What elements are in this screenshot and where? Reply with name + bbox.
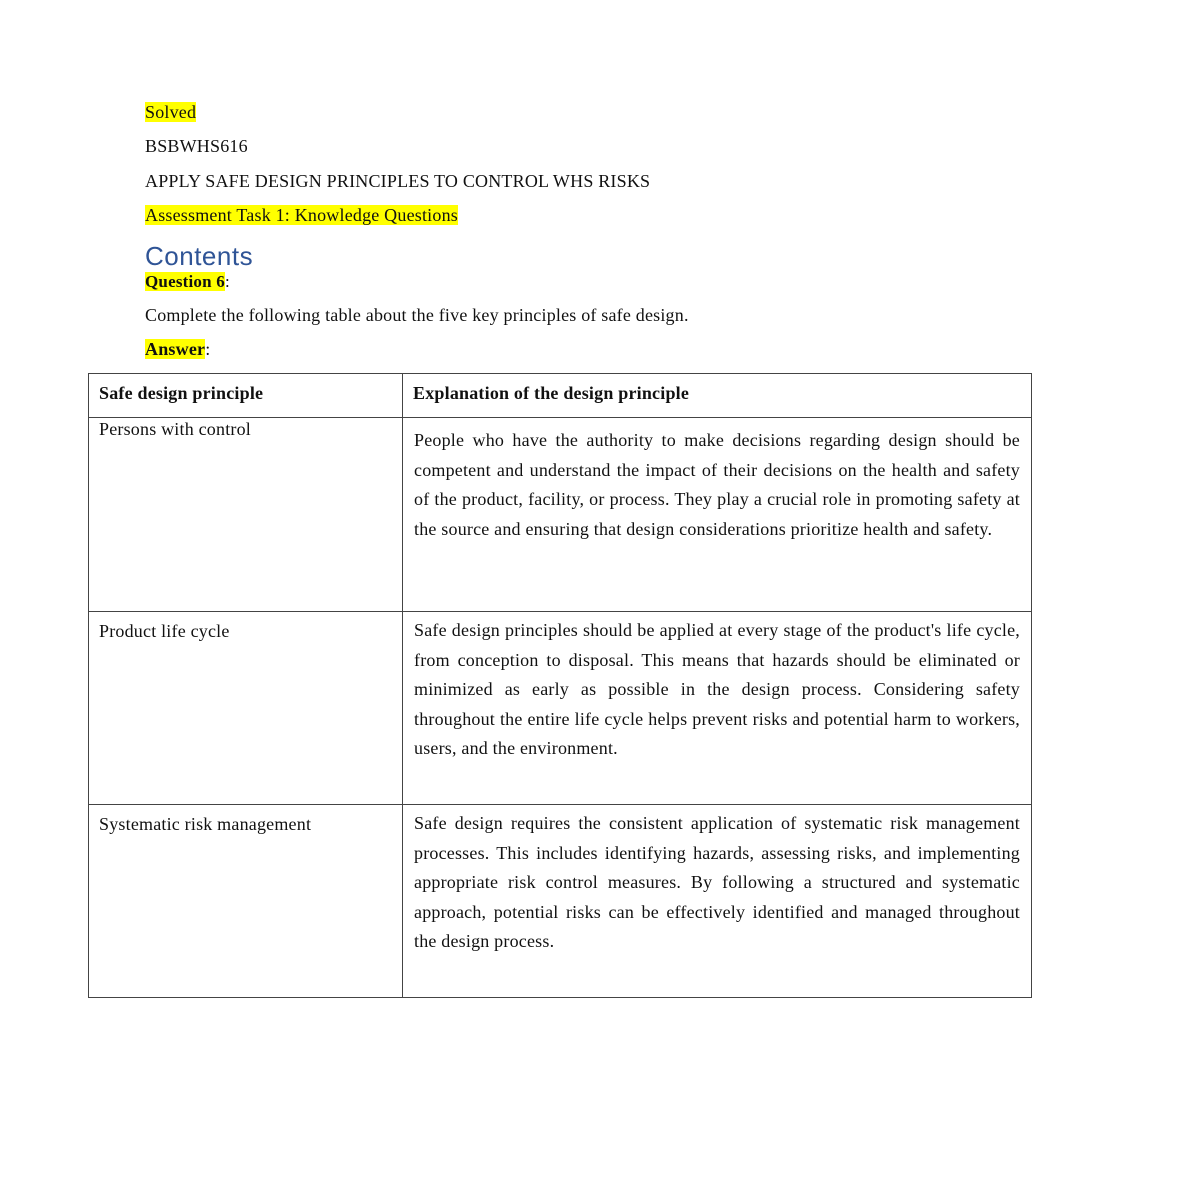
answer-line	[145, 338, 210, 360]
status-line	[145, 101, 196, 123]
unit-code: BSBWHS616	[145, 136, 248, 156]
header-principle: Safe design principle	[89, 374, 403, 418]
principle-cell	[89, 418, 403, 612]
table-row	[89, 612, 1032, 805]
explanation-cell: Safe design principles should be applied at every stage of the product's life cycle, from conception to disposal. This means that hazards should be eliminated or minimized as early as possible in the design process. Considering safety throughout the entire life cycle helps prevent risks and potential harm to workers, users, and the environment.	[403, 612, 1032, 805]
explanation-cell: Safe design requires the consistent application of systematic risk management processes. This includes identifying hazards, assessing risks, and implementing appropriate risk control measures. By following a structured and systematic approach, potential risks can be effectively identified and managed throughout the design process.	[403, 805, 1032, 998]
question-label: Question 6	[145, 272, 225, 291]
task-title: Assessment Task 1: Knowledge Questions	[145, 205, 458, 225]
question-colon: :	[224, 272, 230, 291]
task-title-line	[145, 204, 458, 226]
table-header-row	[89, 374, 1032, 418]
principle-cell	[89, 612, 403, 805]
table-row	[89, 805, 1032, 998]
question-text: Complete the following table about the five key principles of safe design.	[145, 305, 689, 325]
principle-cell	[89, 805, 403, 998]
header-explanation: Explanation of the design principle	[403, 374, 1032, 418]
question-line	[145, 271, 230, 293]
principle-name: Systematic risk management	[99, 814, 312, 834]
contents-heading: Contents	[145, 241, 254, 271]
answer-colon: :	[205, 339, 211, 359]
unit-title: APPLY SAFE DESIGN PRINCIPLES TO CONTROL WHS RISKS	[145, 171, 651, 191]
principles-table	[88, 373, 1032, 998]
principle-name: Product life cycle	[99, 621, 230, 641]
table-row	[89, 418, 1032, 612]
explanation-cell: People who have the authority to make decisions regarding design should be competent and understand the impact of their decisions on the health and safety of the product, facility, or process. They play a crucial role in promoting safety at the source and ensuring that design considerations prioritize health and safety.	[403, 418, 1032, 612]
principle-name: Persons with control	[99, 419, 251, 439]
status-text: Solved	[145, 102, 197, 122]
answer-label: Answer	[145, 339, 206, 359]
